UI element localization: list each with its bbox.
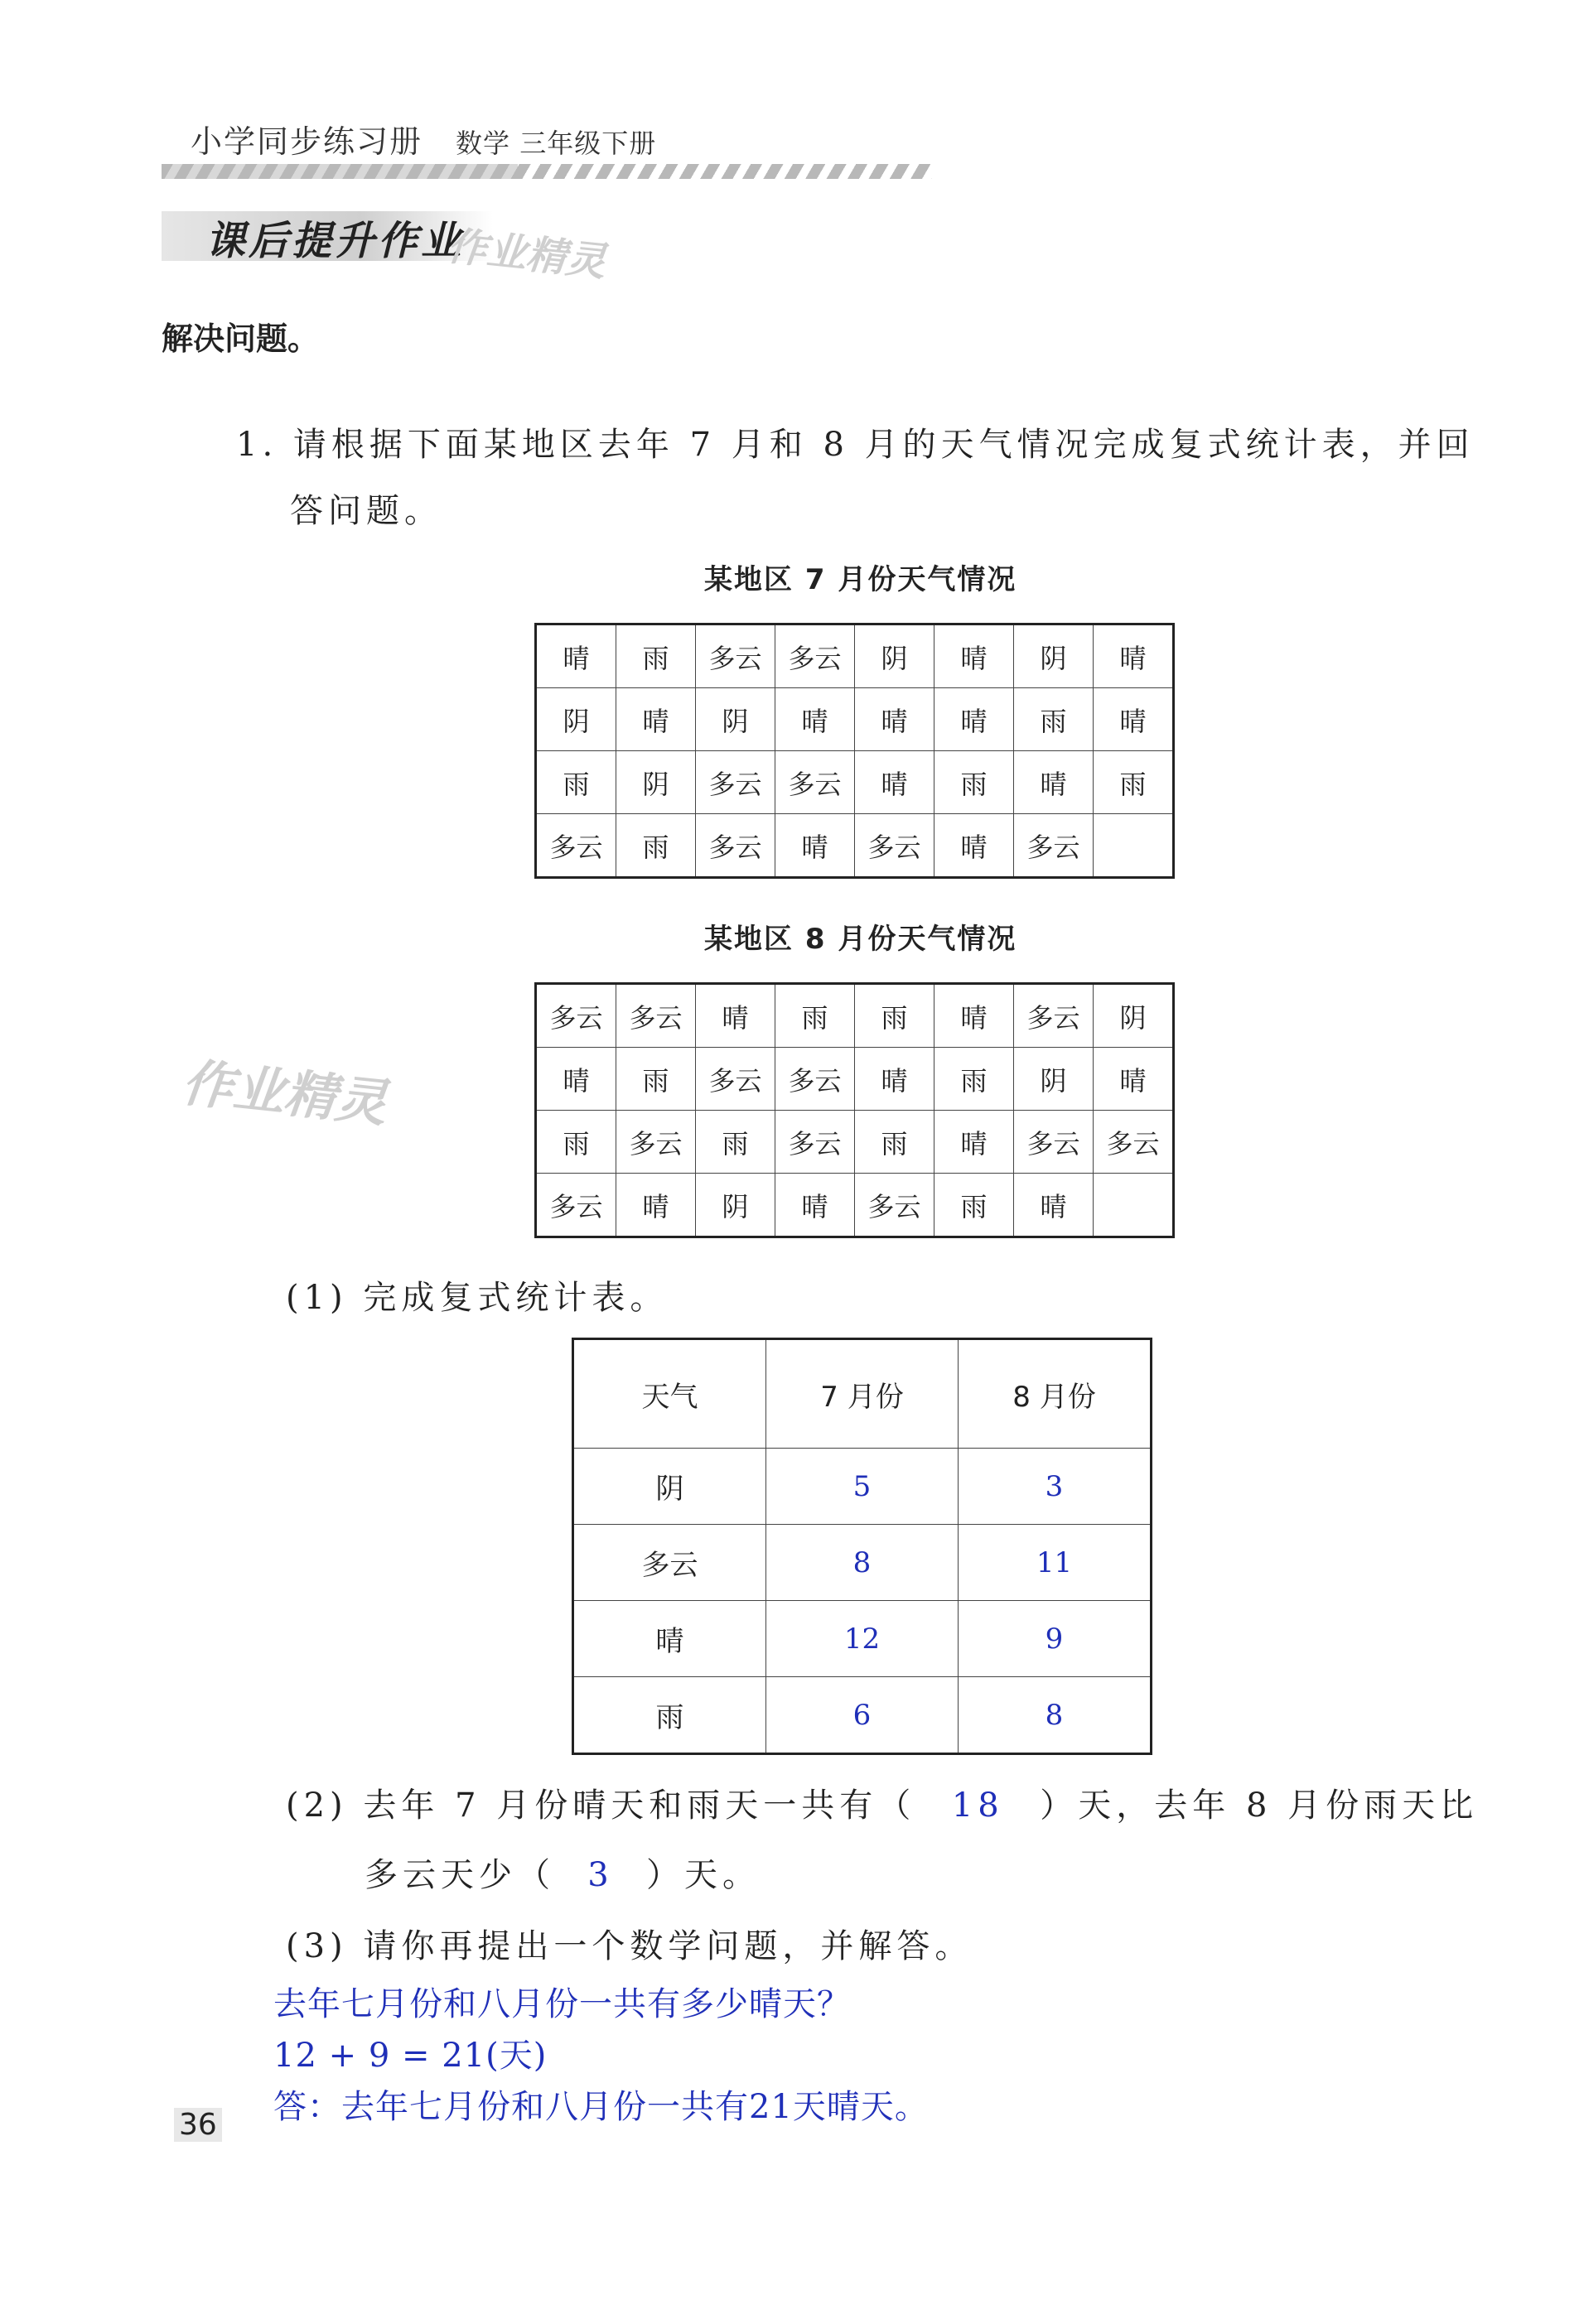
weather-cell: 晴 [1094, 1048, 1174, 1111]
stat-weather: 阴 [573, 1449, 766, 1525]
weather-cell: 晴 [775, 1174, 855, 1237]
weather-cell: 晴 [775, 814, 855, 878]
weather-cell: 阴 [1014, 1048, 1094, 1111]
stat-july-value: 6 [766, 1677, 959, 1754]
weather-cell: 雨 [855, 984, 934, 1048]
weather-cell: 多云 [1014, 984, 1094, 1048]
stat-header-weather: 天气 [573, 1339, 766, 1449]
weather-cell: 阴 [1094, 984, 1174, 1048]
weather-row [536, 751, 1174, 814]
weather-cell: 雨 [1014, 688, 1094, 751]
weather-cell: 雨 [696, 1111, 775, 1174]
weather-cell: 晴 [616, 688, 696, 751]
stat-weather: 雨 [573, 1677, 766, 1754]
weather-cell: 多云 [696, 1048, 775, 1111]
weather-cell: 多云 [536, 814, 616, 878]
section-title: 课后提升作业 [205, 218, 465, 264]
july-weather-table [534, 623, 1175, 879]
weather-cell: 雨 [1094, 751, 1174, 814]
stat-august-value: 11 [959, 1525, 1152, 1601]
weather-cell: 阴 [616, 751, 696, 814]
weather-cell: 多云 [775, 1111, 855, 1174]
stat-row [573, 1601, 1152, 1677]
page-number: 36 [174, 2108, 222, 2142]
weather-cell [1094, 1174, 1174, 1237]
question1-line1: 1. 请根据下面某地区去年 7 月和 8 月的天气情况完成复式统计表，并回 [236, 426, 1475, 464]
weather-cell: 雨 [934, 751, 1014, 814]
weather-cell: 晴 [1014, 751, 1094, 814]
student-equation: 12 + 9 = 21(天) [273, 2037, 548, 2075]
stat-header-july: 7 月份 [766, 1339, 959, 1449]
weather-cell: 晴 [616, 1174, 696, 1237]
weather-cell: 多云 [1094, 1111, 1174, 1174]
weather-cell: 多云 [616, 984, 696, 1048]
weather-cell: 晴 [934, 688, 1014, 751]
part3-text: (3) 请你再提出一个数学问题，并解答。 [286, 1927, 973, 1965]
weather-cell: 晴 [855, 688, 934, 751]
weather-cell: 雨 [536, 751, 616, 814]
header-dash-bar [162, 164, 932, 179]
weather-cell: 阴 [696, 688, 775, 751]
stat-row [573, 1677, 1152, 1754]
weather-cell: 雨 [775, 984, 855, 1048]
stat-august-value: 8 [959, 1677, 1152, 1754]
stat-weather: 晴 [573, 1601, 766, 1677]
august-table-caption: 某地区 8 月份天气情况 [704, 923, 1017, 956]
weather-row [536, 688, 1174, 751]
weather-cell: 晴 [1014, 1174, 1094, 1237]
weather-cell: 多云 [616, 1111, 696, 1174]
watermark-logo-middle: 作业精灵 [179, 1052, 390, 1134]
student-question: 去年七月份和八月份一共有多少晴天？ [273, 1985, 851, 2023]
stat-july-value: 12 [766, 1601, 959, 1677]
task-heading: 解决问题。 [162, 321, 320, 357]
july-table-caption: 某地区 7 月份天气情况 [704, 563, 1017, 596]
weather-cell: 多云 [696, 751, 775, 814]
part1-text: (1) 完成复式统计表。 [286, 1279, 669, 1317]
weather-cell: 多云 [696, 814, 775, 878]
stat-july-value: 8 [766, 1525, 959, 1601]
part2-answer-b: 3 [587, 1856, 614, 1894]
part2-text-b: ）天，去年 8 月份雨天比 [1040, 1786, 1479, 1825]
weather-row [536, 984, 1174, 1048]
compound-stat-table [572, 1338, 1152, 1755]
part2-text-c: 多云天少（ [365, 1856, 555, 1894]
weather-cell: 多云 [1014, 1111, 1094, 1174]
part2-text-a: (2) 去年 7 月份晴天和雨天一共有（ [286, 1786, 916, 1825]
book-title: 小学同步练习册 [191, 123, 423, 160]
weather-cell: 雨 [934, 1048, 1014, 1111]
weather-cell: 雨 [536, 1111, 616, 1174]
weather-cell: 晴 [934, 984, 1014, 1048]
book-subject: 数学 三年级下册 [456, 128, 657, 159]
weather-cell: 阴 [696, 1174, 775, 1237]
weather-cell: 晴 [1094, 624, 1174, 688]
weather-cell: 晴 [934, 814, 1014, 878]
question1-line2: 答问题。 [290, 492, 442, 530]
august-weather-table [534, 982, 1175, 1238]
weather-cell: 雨 [855, 1111, 934, 1174]
weather-cell: 多云 [696, 624, 775, 688]
weather-cell: 多云 [855, 814, 934, 878]
weather-cell: 阴 [1014, 624, 1094, 688]
weather-cell: 多云 [1014, 814, 1094, 878]
weather-cell: 晴 [855, 751, 934, 814]
weather-cell: 晴 [934, 1111, 1014, 1174]
stat-weather: 多云 [573, 1525, 766, 1601]
weather-cell: 晴 [696, 984, 775, 1048]
weather-cell: 多云 [775, 1048, 855, 1111]
weather-row [536, 1048, 1174, 1111]
weather-cell: 阴 [855, 624, 934, 688]
weather-cell: 阴 [536, 688, 616, 751]
weather-row [536, 1174, 1174, 1237]
weather-cell: 晴 [1094, 688, 1174, 751]
weather-row [536, 624, 1174, 688]
weather-cell: 雨 [934, 1174, 1014, 1237]
stat-header-august: 8 月份 [959, 1339, 1152, 1449]
stat-august-value: 3 [959, 1449, 1152, 1525]
weather-cell: 雨 [616, 1048, 696, 1111]
weather-cell: 多云 [775, 751, 855, 814]
weather-row [536, 814, 1174, 878]
weather-cell [1094, 814, 1174, 878]
watermark-logo-top: 作业精灵 [445, 223, 608, 286]
weather-cell: 晴 [536, 1048, 616, 1111]
weather-cell: 多云 [855, 1174, 934, 1237]
book-header [191, 116, 656, 162]
part2-answer-a: 18 [951, 1786, 1004, 1825]
weather-cell: 多云 [775, 624, 855, 688]
part2-line2 [365, 1849, 761, 1896]
stat-august-value: 9 [959, 1601, 1152, 1677]
weather-cell: 多云 [536, 984, 616, 1048]
stat-july-value: 5 [766, 1449, 959, 1525]
part2-text-d: ）天。 [646, 1856, 761, 1894]
weather-cell: 晴 [934, 624, 1014, 688]
part2-line1 [286, 1779, 1478, 1826]
weather-cell: 雨 [616, 814, 696, 878]
stat-row [573, 1525, 1152, 1601]
stat-row [573, 1449, 1152, 1525]
weather-cell: 晴 [536, 624, 616, 688]
weather-cell: 晴 [855, 1048, 934, 1111]
weather-cell: 多云 [536, 1174, 616, 1237]
student-answer: 答：去年七月份和八月份一共有21天晴天。 [273, 2088, 929, 2126]
weather-row [536, 1111, 1174, 1174]
weather-cell: 晴 [775, 688, 855, 751]
weather-cell: 雨 [616, 624, 696, 688]
